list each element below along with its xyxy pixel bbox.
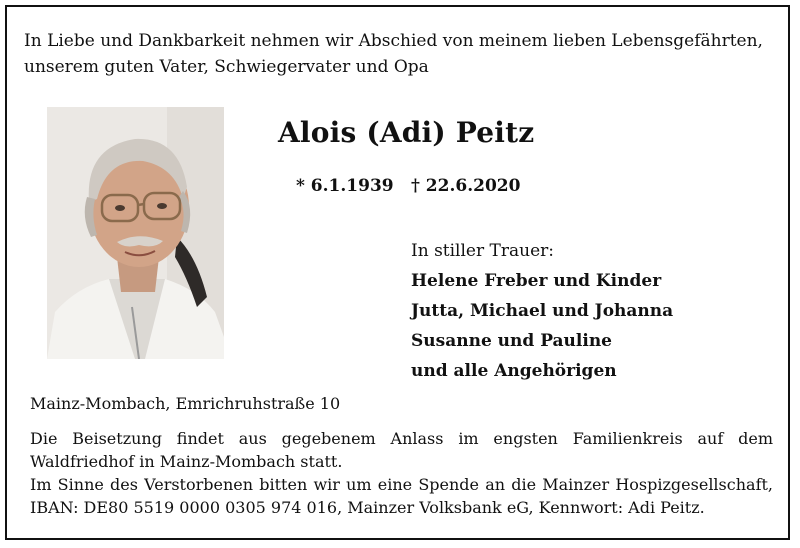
- donation-paragraph: Im Sinne des Verstorbenen bitten wir um eine Spende an die Mainzer Hospizgesellschaft, IBAN: DE80 5519 0000 0305 974 016, Mainzer Volksbank eG, Kennwort: Adi Peitz.: [30, 475, 773, 517]
- mourner-name: Susanne und Pauline: [411, 331, 612, 351]
- address-line: Mainz-Mombach, Emrichruhstraße 10: [30, 394, 341, 413]
- intro-line-1: In Liebe und Dankbarkeit nehmen wir Abschied von meinem lieben Lebensgefährten,: [24, 31, 763, 51]
- birth-date: * 6.1.1939: [296, 176, 394, 196]
- mourner-name: Jutta, Michael und Johanna: [411, 301, 674, 321]
- mourners-block: [411, 236, 673, 386]
- funeral-notice: [30, 427, 773, 519]
- deceased-name: Alois (Adi) Peitz: [278, 116, 535, 149]
- burial-paragraph: Die Beisetzung findet aus gegebenem Anlass im engsten Familienkreis auf dem Waldfriedhof in Mainz-Mombach statt.: [30, 429, 773, 471]
- intro-line-2: unserem guten Vater, Schwiegervater und Opa: [24, 57, 429, 77]
- intro-text: [24, 28, 774, 80]
- death-date: † 22.6.2020: [411, 176, 521, 196]
- mourners-heading: In stiller Trauer:: [411, 241, 554, 261]
- portrait-photo: [47, 107, 224, 359]
- mourner-name: Helene Freber und Kinder: [411, 271, 662, 291]
- mourner-name: und alle Angehörigen: [411, 361, 617, 381]
